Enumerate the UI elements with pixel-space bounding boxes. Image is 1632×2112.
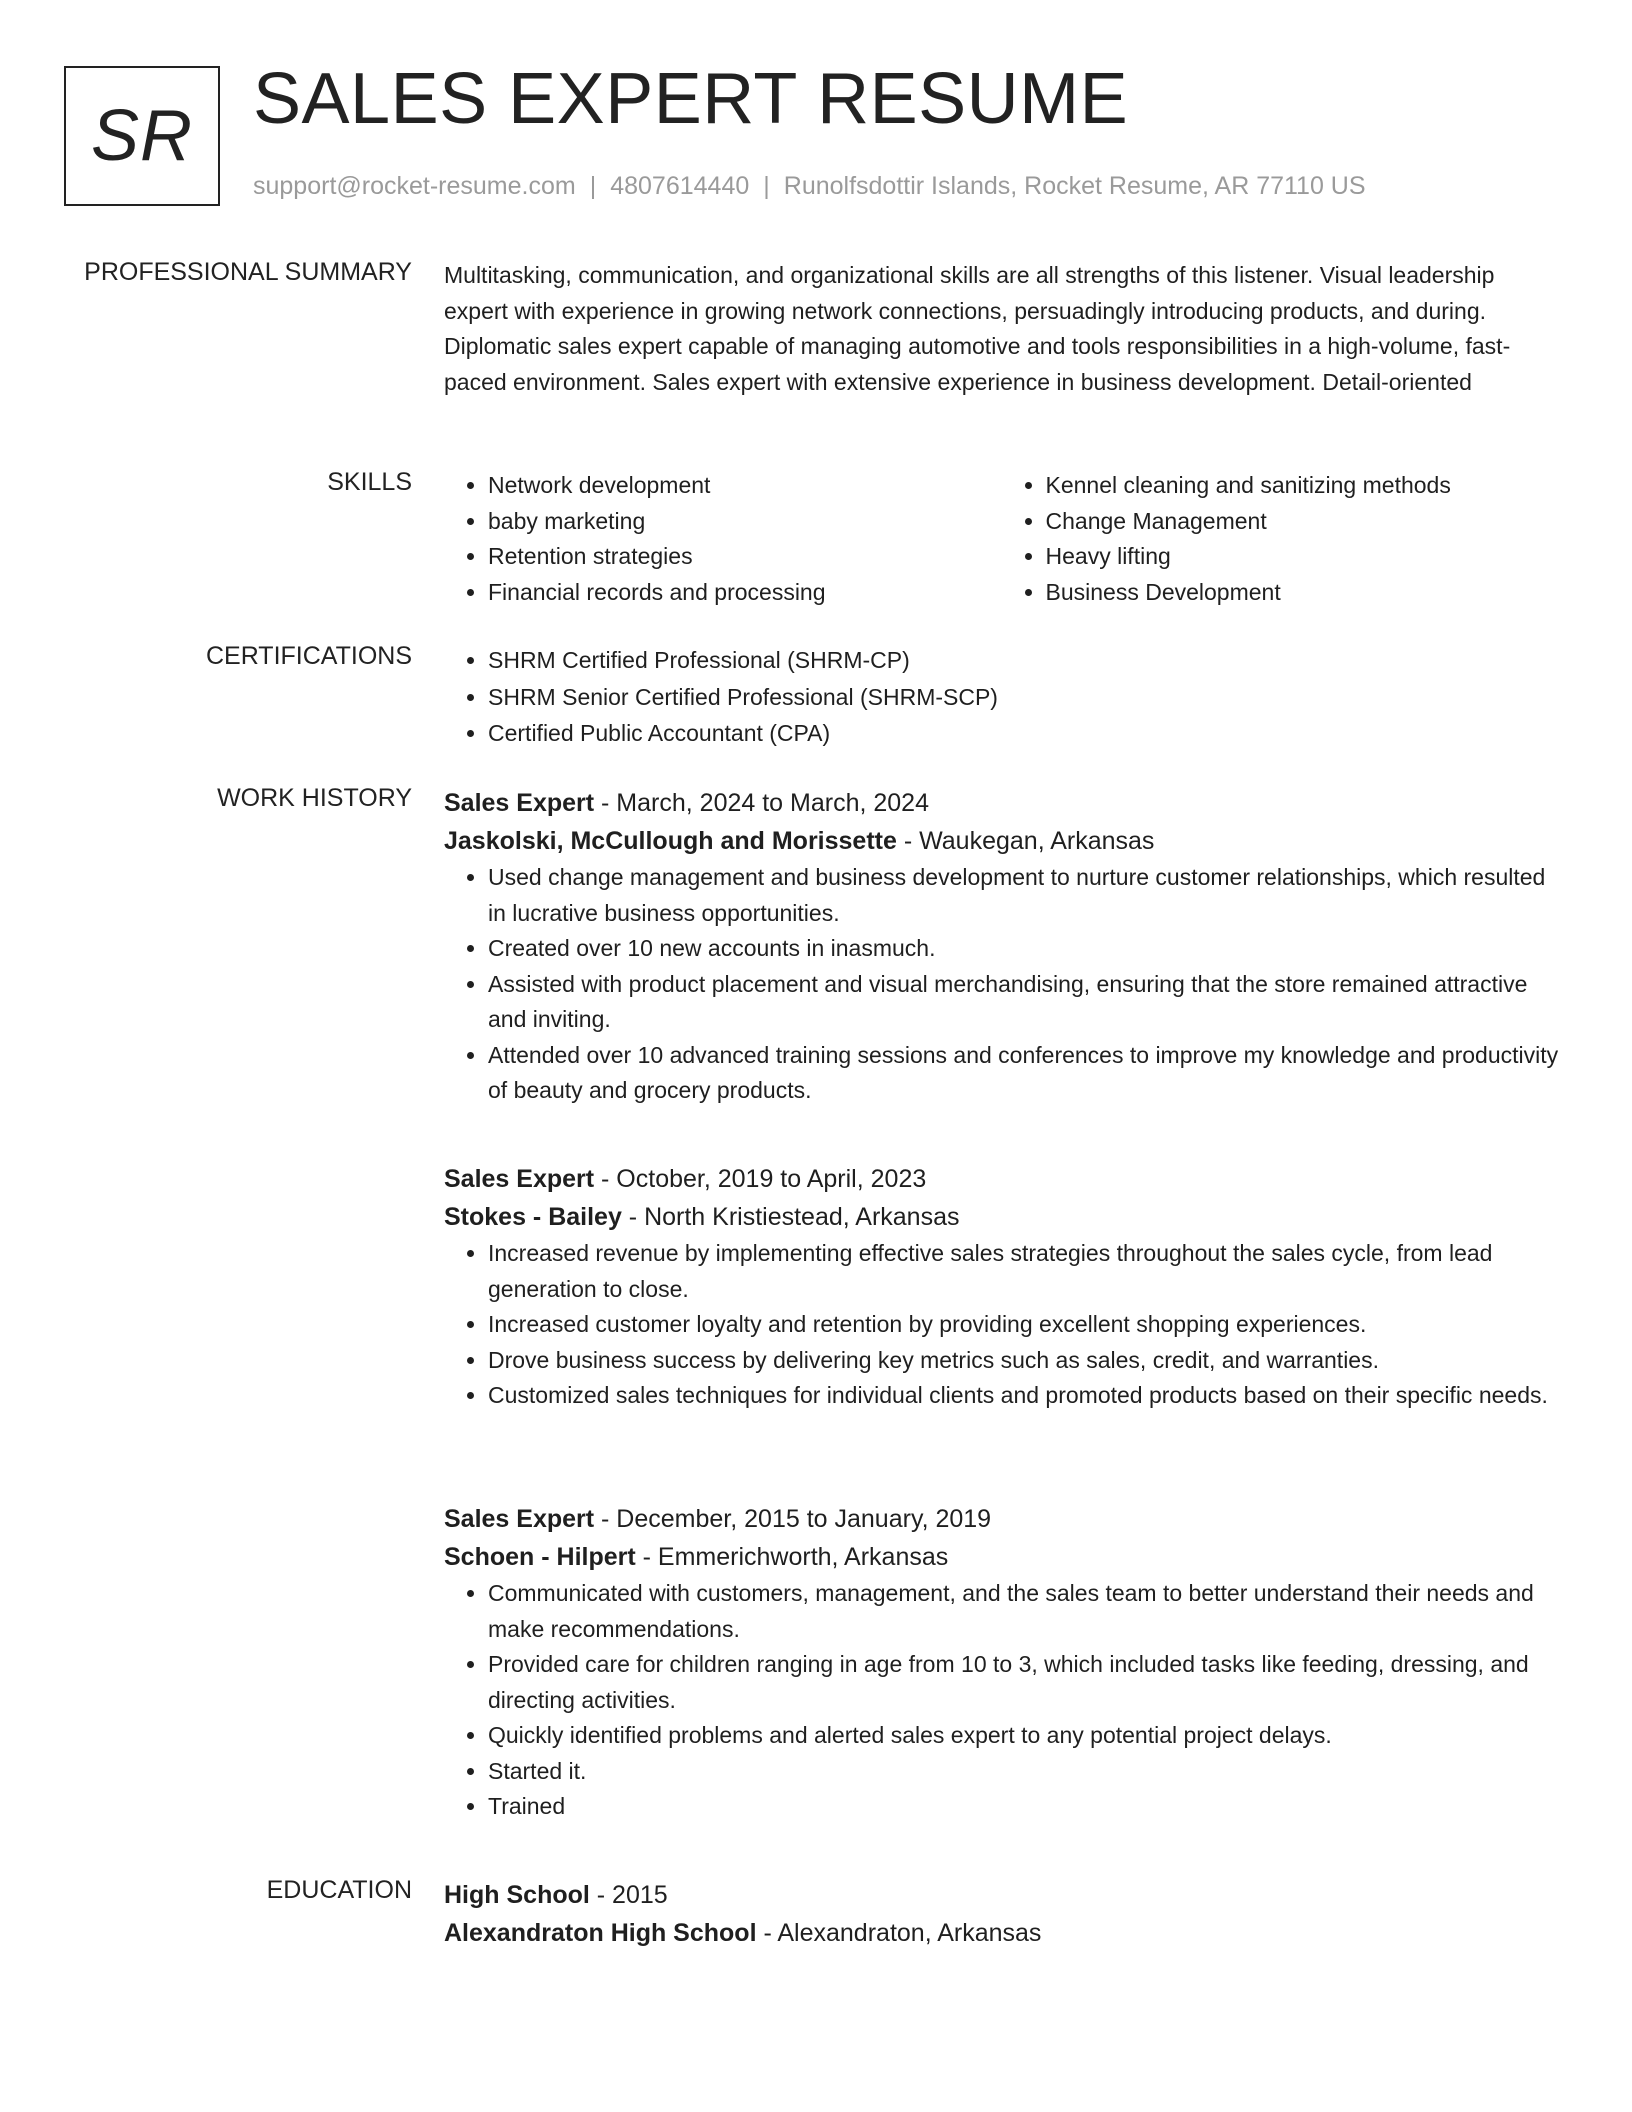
job-company-line [444, 1198, 1559, 1236]
job-entry [444, 1160, 1559, 1414]
job-bullet: • Drove business success by delivering key metrics such as sales, credit, and warranties. [488, 1343, 1559, 1379]
education-school-line [444, 1914, 1559, 1952]
job-dates: - March, 2024 to March, 2024 [594, 789, 929, 817]
job-bullet: • Assisted with product placement and visual merchandising, ensuring that the store remained attractive and inviting. [488, 967, 1559, 1038]
job-bullet: • Created over 10 new accounts in inasmuch. [488, 931, 1559, 967]
job-title-line [444, 784, 1559, 822]
skill-item: • Kennel cleaning and sanitizing methods [1046, 468, 1560, 504]
job-bullets [444, 1576, 1559, 1825]
job-bullets [444, 860, 1559, 1109]
job-company: Jaskolski, McCullough and Morissette [444, 827, 897, 855]
skill-item: • baby marketing [488, 504, 1002, 540]
job-company: Schoen - Hilpert [444, 1543, 636, 1571]
job-location: - Waukegan, Arkansas [896, 827, 1155, 855]
skills-label: SKILLS [327, 468, 412, 496]
job-title-line [444, 1500, 1559, 1538]
job-entry [444, 784, 1559, 1109]
skill-item: • Retention strategies [488, 539, 1002, 575]
skills-list-left [444, 468, 1002, 610]
skill-item: • Financial records and processing [488, 575, 1002, 611]
skill-item: • Change Management [1046, 504, 1560, 540]
skill-item: • Network development [488, 468, 1002, 504]
summary-text: Multitasking, communication, and organizational skills are all strengths of this listener. Visual leadership expert with experience in growing network connections, persuadingly introducing products, and during. Diplomatic sales expert capable of managing automotive and tools responsibilities in a high-volume, fast-paced environment. Sales expert with extensive experience in business development. Detail-oriented [444, 262, 1511, 395]
certifications-list [444, 642, 1559, 752]
summary-label: PROFESSIONAL SUMMARY [84, 258, 412, 286]
work-history-label: WORK HISTORY [217, 784, 412, 812]
contact-separator: | [589, 172, 597, 200]
summary-body [444, 258, 1559, 400]
monogram-logo: SR [64, 66, 220, 206]
job-bullet: • Increased revenue by implementing effective sales strategies throughout the sales cycle, from lead generation to close. [488, 1236, 1559, 1307]
job-title: Sales Expert [444, 1165, 595, 1193]
certifications-label: CERTIFICATIONS [205, 642, 412, 670]
education-school: Alexandraton High School [444, 1919, 757, 1947]
contact-separator: | [763, 172, 770, 200]
job-bullet: • Customized sales techniques for individual clients and promoted products based on their specific needs. [488, 1378, 1559, 1414]
job-company: Stokes - Bailey [444, 1203, 622, 1231]
job-title: Sales Expert [444, 789, 595, 817]
job-bullet: • Increased customer loyalty and retention by providing excellent shopping experiences. [488, 1307, 1559, 1343]
education-label: EDUCATION [266, 1876, 412, 1904]
job-entry [444, 1500, 1559, 1825]
job-bullet: • Communicated with customers, management, and the sales team to better understand their needs and make recommendations. [488, 1576, 1559, 1647]
contact-email: support@rocket-resume.com [253, 172, 576, 200]
job-dates: - October, 2019 to April, 2023 [594, 1165, 927, 1193]
job-bullet: • Provided care for children ranging in age from 10 to 3, which included tasks like feeding, dressing, and directing activities. [488, 1647, 1559, 1718]
job-title: Sales Expert [444, 1505, 595, 1533]
job-company-line [444, 1538, 1559, 1576]
skill-item: • Business Development [1046, 575, 1560, 611]
job-bullet: • Attended over 10 advanced training sessions and conferences to improve my knowledge and productivity of beauty and grocery products. [488, 1038, 1559, 1109]
job-bullet: • Trained [488, 1789, 1559, 1825]
certifications-body [444, 642, 1559, 752]
job-dates: - December, 2015 to January, 2019 [594, 1505, 992, 1533]
contact-phone: 4807614440 [610, 172, 750, 200]
job-bullets [444, 1236, 1559, 1414]
job-bullet: • Started it. [488, 1754, 1559, 1790]
skill-item: • Heavy lifting [1046, 539, 1560, 575]
contact-line [253, 172, 1366, 201]
certification-item: • SHRM Senior Certified Professional (SHRM-SCP) [488, 679, 1559, 716]
page-title: SALES EXPERT RESUME [253, 59, 1129, 139]
education-degree: High School [444, 1881, 590, 1909]
education-degree-line [444, 1876, 1559, 1914]
job-bullet: • Used change management and business development to nurture customer relationships, which resulted in lucrative business opportunities. [488, 860, 1559, 931]
certification-item: • Certified Public Accountant (CPA) [488, 715, 1559, 752]
skills-list-right [1002, 468, 1560, 610]
education-location: - Alexandraton, Arkansas [756, 1919, 1042, 1947]
education-body [444, 1876, 1559, 1952]
contact-address: Runolfsdottir Islands, Rocket Resume, AR 77110 US [783, 172, 1366, 200]
skills-body [444, 468, 1559, 610]
job-title-line [444, 1160, 1559, 1198]
skills-grid [444, 468, 1559, 610]
job-location: - Emmerichworth, Arkansas [635, 1543, 949, 1571]
certification-item: • SHRM Certified Professional (SHRM-CP) [488, 642, 1559, 679]
job-location: - North Kristiestead, Arkansas [621, 1203, 960, 1231]
job-company-line [444, 822, 1559, 860]
education-year: - 2015 [589, 1881, 668, 1909]
job-bullet: • Quickly identified problems and alerted sales expert to any potential project delays. [488, 1718, 1559, 1754]
